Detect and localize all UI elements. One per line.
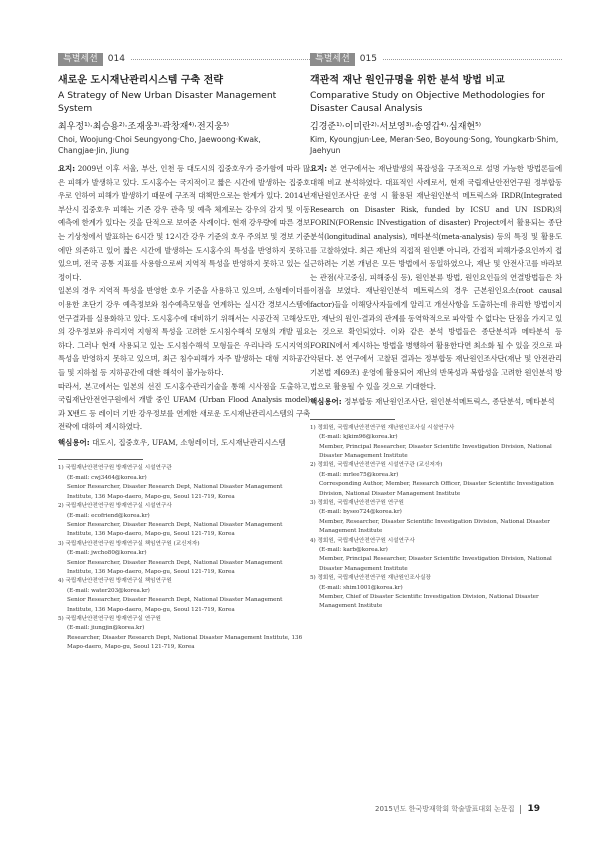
section-tag: 특별세션 — [58, 53, 103, 66]
page-number: 19 — [527, 804, 540, 814]
authors-korean: 최우정¹⁾·최승용²⁾·조재웅³⁾·곽창재⁴⁾·전지웅⁵⁾ — [58, 122, 229, 132]
section-number: 014 — [107, 54, 125, 64]
abstract-label: 요지: — [58, 164, 75, 173]
footnote-line: Senior Researcher, Disaster Research Dept, National Disaster Management Institute, 136 Mapo-daero, Mapo-gu, Seoul 121-719, Korea — [67, 521, 283, 538]
footnote — [58, 502, 310, 540]
footnote-line: Member, Researcher, Disaster Scientific Investigation Division, National Disaster Management Institute — [319, 518, 550, 535]
footnote — [58, 577, 310, 615]
footnote — [58, 540, 310, 578]
footnote-line: 정회원, 국립재난안전연구원 시설연구관 (교신저자) — [317, 462, 443, 469]
keywords-label: 핵심용어: — [58, 437, 90, 447]
footnote-line: Researcher, Disaster Research Dept, National Disaster Management Institute, 136 Mapo-daero, Mapo-gu, Seoul 121-719, Korea — [67, 634, 303, 651]
footnote — [58, 464, 310, 502]
footnote-mark: 4) — [310, 537, 316, 544]
footnote-line: (E-mail: shim1001@korea.kr) — [319, 584, 403, 591]
abstract-paragraph-2: 일본의 경우 지역적 특성을 반영한 호우 기준을 사용하고 있으며, 소형레이더를 이용한 초단기 강우 예측정보와 침수예측모형을 연계하는 실시간 경보시스템에 연구결과를 실용화하고 있다. 도시홍수에 대비하기 위해서는 시공간적 고해상도의 강우정보와 유리지역 지형적 특성을 고려한 도시침수해석 모형의 개발 필요하다. 그러나 현재 사용되고 있는 도시침수해석 모형들은 우리나라 도시지역의 특성을 반영하지 못하고 있으며, 최근 침수피해가 자주 발생하는 대형 지하공간들 및 지하철 등 지하공간에 대한 해석이 불가능하다. — [58, 286, 310, 377]
footnote — [58, 615, 310, 653]
authors-korean: 김경준¹⁾·이미란²⁾·서보영³⁾·송영갑⁴⁾·심재현⁵⁾ — [310, 122, 481, 132]
footnotes — [58, 464, 310, 652]
footnote-line: 국립재난안전연구원 방재연구실 시설연구사 — [65, 503, 172, 510]
footnote-mark: 1) — [58, 465, 64, 472]
section-divider — [383, 59, 562, 60]
footnote-line: 정회원, 국립재난안전연구원 재난원인조사실장 — [317, 575, 431, 582]
footnote-mark: 4) — [58, 578, 64, 585]
footnote-line: (E-mail: ecofriend@korea.kr) — [67, 512, 150, 519]
footnote — [310, 499, 562, 537]
footnote-line: (E-mail: karb@korea.kr) — [319, 546, 388, 553]
footnote-mark: 1) — [310, 424, 316, 431]
authors-english: Choi, Woojung·Choi Seungyong·Cho, Jaewoong·Kwak, Changjae·Jin, Jiung — [58, 135, 261, 155]
footnote-mark: 5) — [310, 575, 316, 582]
abstract-label: 요지: — [310, 164, 327, 173]
section-tag: 특별세션 — [310, 53, 355, 66]
section-number: 015 — [359, 54, 377, 64]
footnote-line: 국립재난안전연구원 방재연구실 책임연구원 — [65, 578, 172, 585]
title-english: A Strategy of New Urban Disaster Management System — [58, 90, 277, 114]
footnote-mark: 3) — [310, 499, 316, 506]
footnote-mark: 2) — [58, 503, 64, 510]
abstract-paragraph-1 — [58, 162, 310, 284]
title-english: Comparative Study on Objective Methodologies for Disaster Causal Analysis — [310, 90, 545, 114]
footnote-mark: 3) — [58, 540, 64, 547]
section-header — [310, 52, 562, 66]
footnote-line: (E-mail: jwcho80@korea.kr) — [67, 550, 147, 557]
abstract-text-1: 2009년 이후 서울, 부산, 인천 등 대도시의 집중호우가 증가함에 따라 많은 피해가 발생하고 있다. 도시홍수는 국지적이고 짧은 시간에 발생하는 집중호우로 인하여 피해가 발생하기 때문에 구조적 대책만으로는 한계가 있다. 2014년 부산시 집중호우 피해는 기존 강우 관측 및 예측 체계로는 강우의 감지 및 이동 예측에 한계가 있다는 것을 단적으로 보여준 사례이다. 현재 강우량에 따른 경보는 기상청에서 발표하는 6시간 및 12시간 강우 기준의 호우 주의보 및 경보 기준에만 의존하고 있어 짧은 시간에 발생하는 도시홍수의 특성을 반영하지 못하고 있으며, 전국 공통 지표를 사용함으로써 지역적 특성을 반영하지 못하고 있는 실정이다. — [58, 164, 310, 282]
footnote-line: Senior Researcher, Disaster Research Dept, National Disaster Management Institute, 136 Mapo-daero, Mapo-gu, Seoul 121-719, Korea — [67, 559, 283, 575]
title-korean: 객관적 재난 원인규명을 위한 분석 방법 비교 — [310, 75, 505, 86]
footnote-mark: 5) — [58, 615, 64, 622]
footnote-line: (E-mail: mrlee75@korea.kr) — [319, 471, 399, 478]
abstract-paragraph-3: 따라서, 본고에서는 일본의 선진 도시홍수관리기술을 통해 시사점을 도출하고, 국립재난안전연구원에서 개발 중인 UFAM (Urban Flood Analysis model)과 X밴드 등 레이더 기반 강우정보를 연계한 새로운 도시재난관리시스템의 구축 전략에 대하여 제시하였다. — [58, 381, 310, 432]
section-divider — [131, 59, 310, 60]
footnote-line: 국립재난안전연구원 방재연구실 책임연구원 (교신저자) — [65, 540, 200, 547]
keywords — [310, 395, 562, 409]
footnote — [310, 424, 562, 462]
footer-separator — [520, 805, 521, 814]
footnote-line: Corresponding Author, Member, Research Officer, Disaster Scientific Investigation Division, National Disaster Management Institute — [319, 481, 554, 497]
footnote — [310, 537, 562, 575]
footnote-line: 정회원, 국립재난안전연구원 시설연구사 — [317, 537, 415, 544]
article-015 — [310, 52, 562, 612]
footnote-mark: 2) — [310, 462, 316, 469]
abstract-text-1: 본 연구에서는 재난발생의 복잡성을 구조적으로 설명 가능한 방법론들에 대해 비교 분석하였다. 대표적인 사례로서, 현재 국립재난안전연구원 정부합동 재난원인조사단 운영 시 활용된 재난원인분석 메트릭스와 IRDR(Integrated Research on Disaster Risk, funded by ICSU and UN ISDR)의 FORIN(FORensic INvestigation of disaster) Project에서 활용되는 종단분석(longitudinal analysis), 메타분석(meta-analysis) 등의 특징 및 활용도를 고찰하였다. 최근 재난의 직접적 원인뿐 아니라, 간접적 피해가중요인까지 접근하려는 기본 개념은 모든 방법에서 동일하였으나, 재난 및 안전사고를 바라보는 관점(사고중심, 피해중심 등), 원인분류 방법, 원인요인들의 연결방법들은 차이점을 보였다. 재난원인분석 메트릭스의 경우 근본원인요소(root causal factor)들을 이해당사자들에게 알리고 개선사항을 도출하는데 유리한 방법이지만, 재난의 원인-결과의 관계를 동역학적으로 파악할 수 없다는 단점을 가지고 있는 것으로 확인되었다. 이와 같은 분석 방법들은 종단분석과 메타분석 등 FORIN에서 제시하는 방법을 병행하여 활용한다면 최소화 될 수 있을 것으로 파악된다. 본 연구에서 고찰된 결과는 정부합동 재난원인조사단(재난 및 안전관리 기본법 제69조) 운영에 활용되어 재난의 반복성과 복합성을 고려한 원인분석 방법으로 활용될 수 있을 것으로 기대한다. — [310, 164, 562, 391]
abstract-paragraph-1 — [310, 162, 562, 393]
footnote-line: 국립재난안전연구원 방재연구실 연구원 — [65, 615, 161, 622]
title-korean: 새로운 도시재난관리시스템 구축 전략 — [58, 75, 224, 86]
footnote-line: Member, Chief of Disaster Scientific Investigation Division, National Disaster Management Institute — [319, 594, 539, 610]
footnote-line: (E-mail: byseo724@korea.kr) — [319, 509, 402, 516]
footer-proceedings-title: 2015년도 한국방재학회 학술발표대회 논문집 — [375, 805, 515, 813]
keywords — [58, 436, 310, 450]
keywords-text: 정부합동 재난원인조사단, 원인분석메트릭스, 종단분석, 메타분석 — [341, 397, 555, 407]
keywords-label: 핵심용어: — [310, 397, 342, 407]
footnote — [310, 574, 562, 612]
footnote-divider — [58, 459, 143, 460]
footnote-line: 정회원, 국립재난안전연구원 연구원 — [317, 499, 404, 506]
footnotes — [310, 424, 562, 612]
section-header — [58, 52, 310, 66]
footnote-line: Senior Researcher, Disaster Research Dept, National Disaster Management Institute, 136 Mapo-daero, Mapo-gu, Seoul 121-719, Korea — [67, 484, 283, 500]
footnote-line: 정회원, 국립재난안전연구원 재난원인조사실 시설연구사 — [317, 424, 455, 431]
footnote-line: 국립재난안전연구원 방재연구실 시설연구관 — [65, 465, 172, 472]
footnote-line: Member, Principal Researcher, Disaster Scientific Investigation Division, National Disaster Management Institute — [319, 443, 552, 459]
footnote-line: (E-mail: water203@korea.kr) — [67, 587, 150, 594]
footnote-line: (E-mail: jiungjin@korea.kr) — [67, 625, 145, 632]
footnote-line: Member, Principal Researcher, Disaster Scientific Investigation Division, National Disaster Management Institute — [319, 556, 552, 572]
footnote-line: (E-mail: kjkim96@korea.kr) — [319, 434, 398, 441]
keywords-text: 대도시, 집중호우, UFAM, 소형레이더, 도시재난관리시스템 — [89, 437, 286, 447]
article-014 — [58, 52, 310, 653]
footnote-divider — [310, 419, 395, 420]
authors-english: Kim, Kyoungjun·Lee, Meran·Seo, Boyoung·Song, Youngkarb·Shim, Jaehyun — [310, 135, 559, 155]
footnote — [310, 461, 562, 499]
page-footer — [375, 804, 540, 814]
footnote-line: Senior Researcher, Disaster Research Dept, National Disaster Management Institute, 136 Mapo-daero, Mapo-gu, Seoul 121-719, Korea — [67, 597, 283, 613]
footnote-line: (E-mail: cwj3464@korea.kr) — [67, 474, 147, 481]
